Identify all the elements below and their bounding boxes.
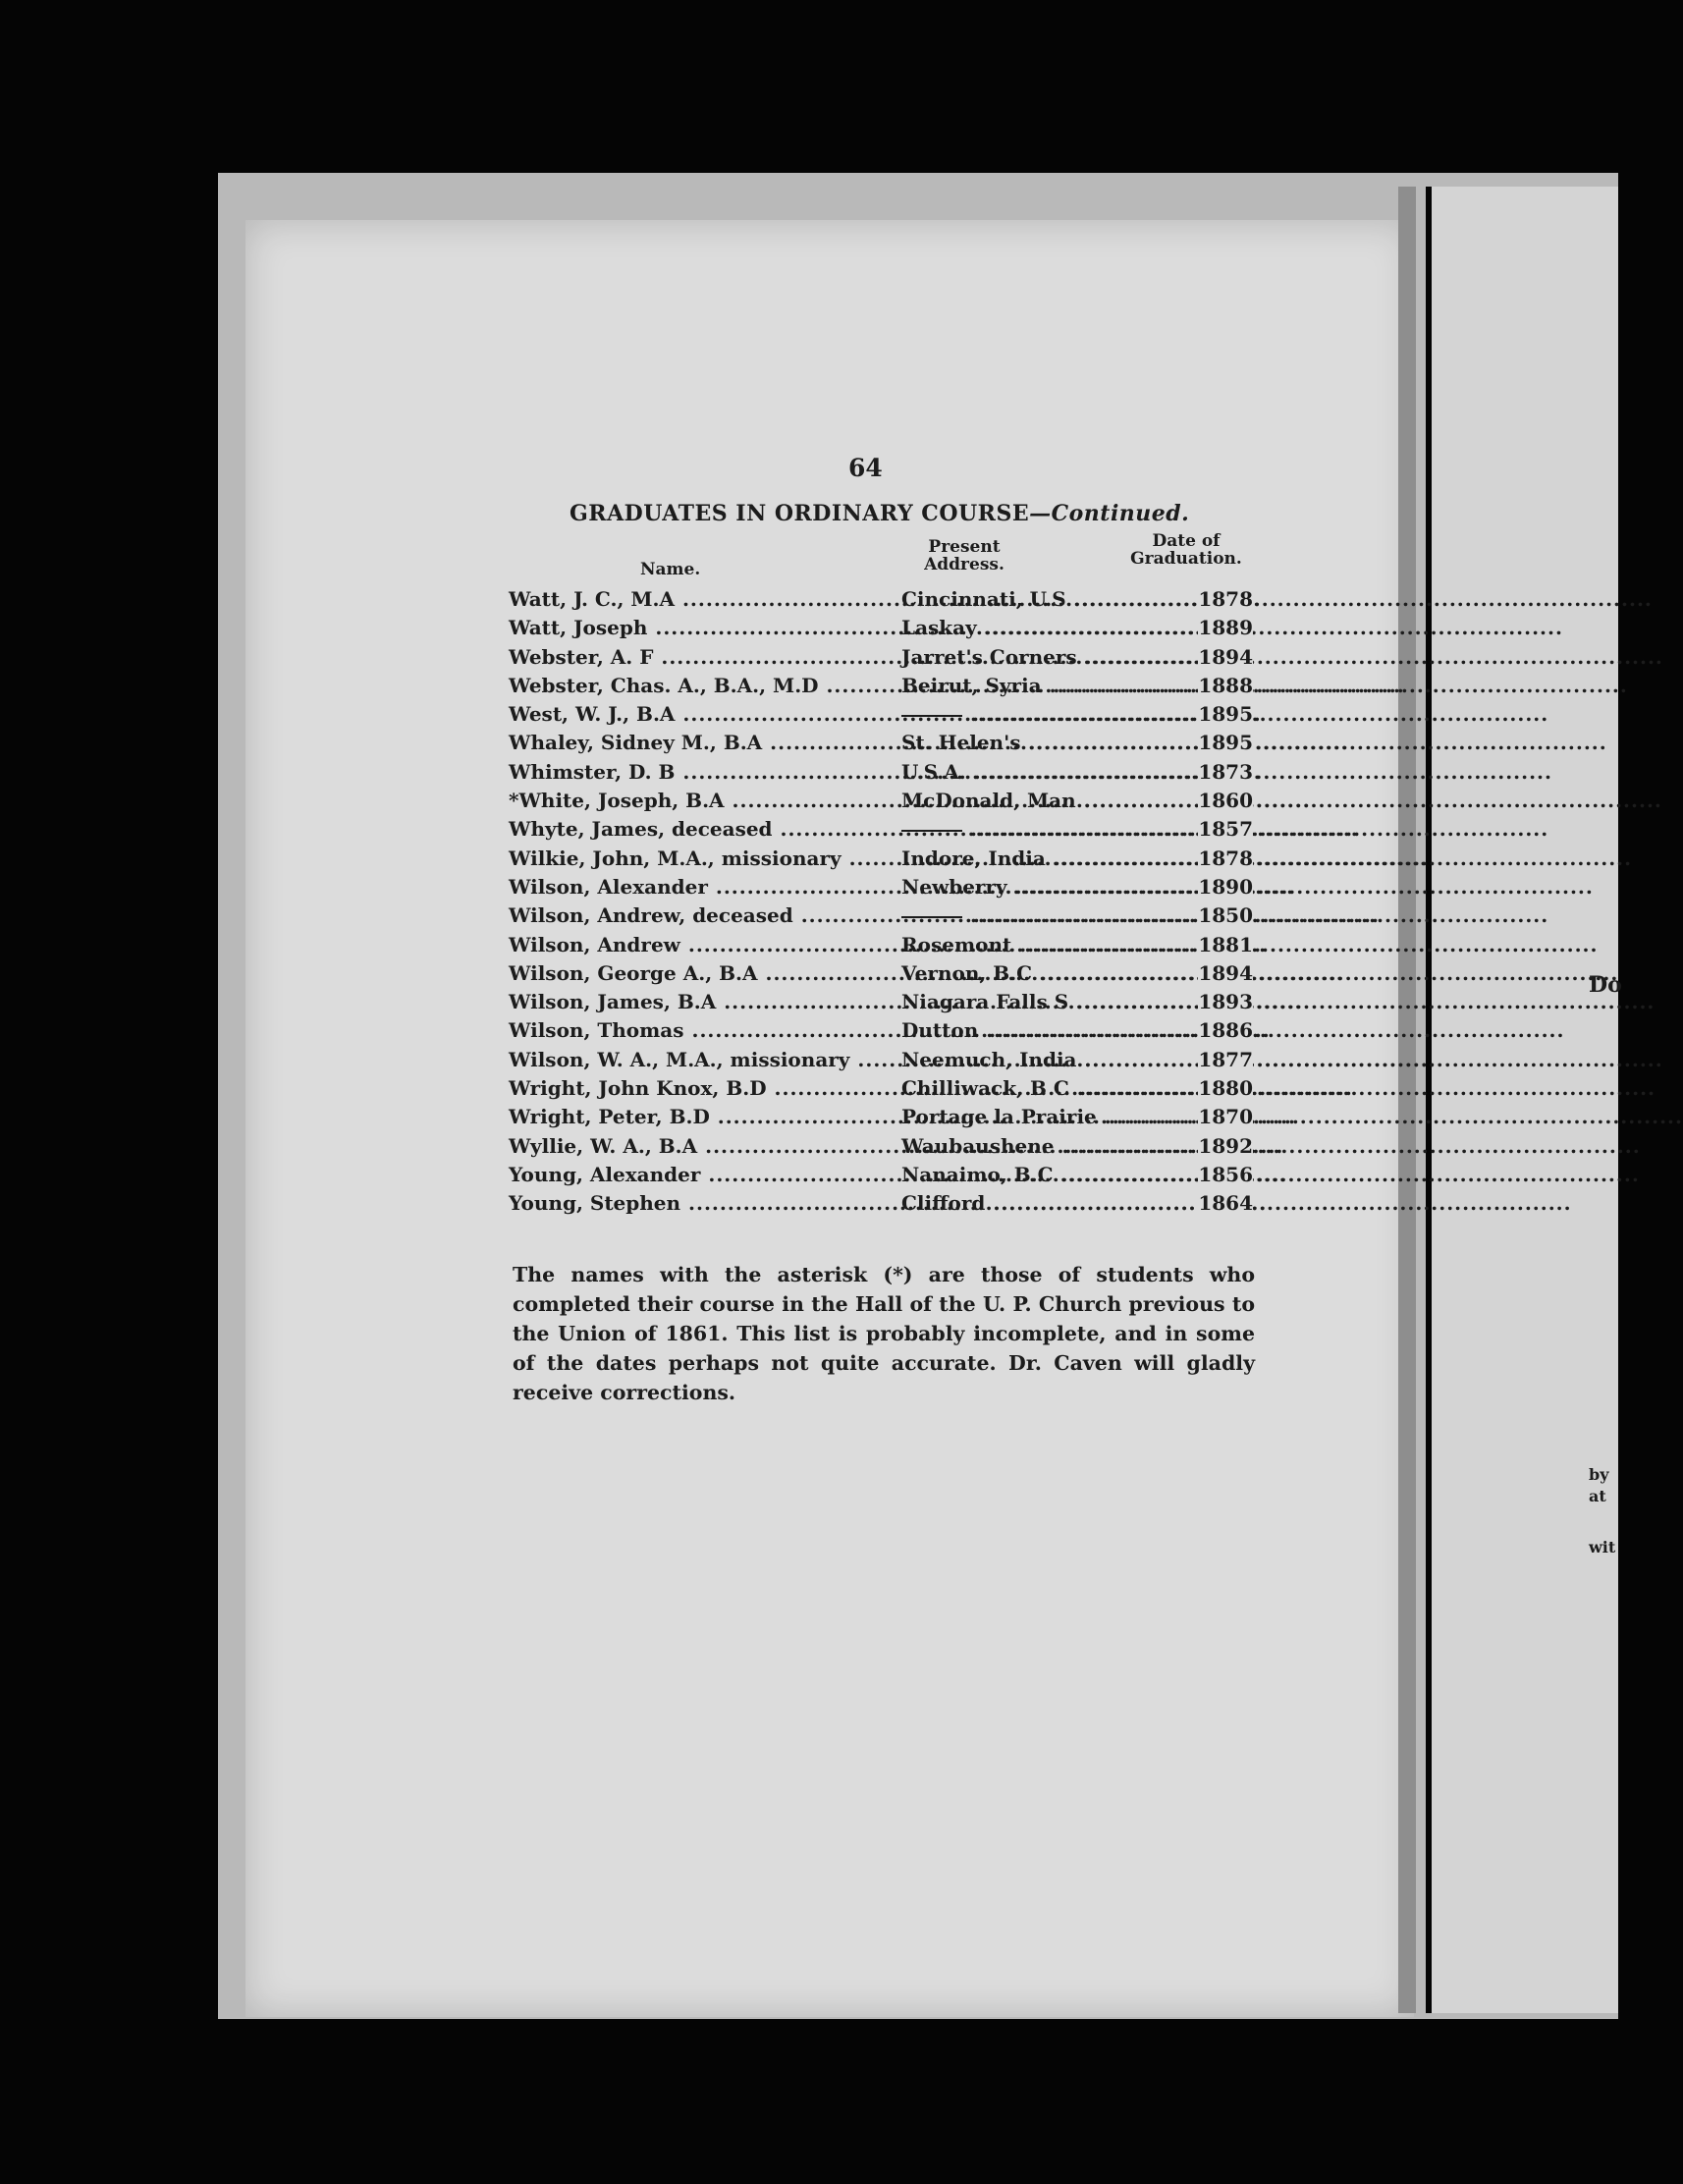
graduate-row (509, 585, 1255, 614)
graduate-address: Laskay ..... (901, 614, 1196, 642)
graduate-year: 1860 (1198, 787, 1253, 815)
page-number: 64 (848, 454, 883, 482)
graduate-address: Portage la Prairie ..... (901, 1103, 1196, 1131)
graduate-year: 1878 (1198, 845, 1253, 873)
graduate-year: 1893 (1198, 988, 1253, 1016)
graduate-year: 1892 (1198, 1132, 1253, 1161)
graduate-year: 1870 (1198, 1103, 1253, 1131)
graduate-address: Chilliwack, B C ..... (901, 1074, 1196, 1103)
graduate-year: 1864 (1198, 1189, 1253, 1218)
graduate-row (509, 729, 1255, 757)
heading-suffix: —Continued. (1029, 501, 1190, 526)
graduate-year: 1881 (1198, 931, 1253, 959)
graduate-address: Vernon, B.C ..... (901, 959, 1196, 988)
graduate-name: Whimster, D. B ..... (509, 758, 888, 787)
column-header-name: Name. (640, 560, 701, 579)
graduate-year: 1894 (1198, 643, 1253, 672)
footnote-paragraph: The names with the asterisk (*) are those of students who completed their course in the Hall of the U. P. Church previous to the Union of 1861. This list is probably incomplete, and in some of the dates perhaps not quite accurate. Dr. Caven will gladly receive corrections. (513, 1262, 1255, 1404)
graduate-list (509, 585, 1255, 1219)
graduate-row (509, 873, 1255, 901)
graduate-row (509, 672, 1255, 700)
graduate-year: 1894 (1198, 959, 1253, 988)
graduate-year: 1878 (1198, 585, 1253, 614)
graduate-name: Watt, J. C., M.A ..... (509, 585, 888, 614)
graduate-address: Newberry ..... (901, 873, 1196, 901)
graduate-row (509, 959, 1255, 988)
graduate-address: Neemuch, India ..... (901, 1046, 1196, 1074)
graduate-name: Whyte, James, deceased ..... (509, 815, 888, 844)
graduate-name: Wilson, W. A., M.A., missionary ..... (509, 1046, 888, 1074)
graduate-name: Webster, Chas. A., B.A., M.D ..... (509, 672, 888, 700)
graduate-name: Wilson, Andrew, deceased ..... (509, 901, 888, 930)
graduate-name: Wilson, Thomas ..... (509, 1016, 888, 1045)
graduate-address (901, 815, 1196, 844)
graduate-address (901, 901, 1196, 930)
graduate-name: Wright, John Knox, B.D ..... (509, 1074, 888, 1103)
graduate-name: Young, Alexander ..... (509, 1161, 888, 1189)
graduate-name: Young, Stephen ..... (509, 1189, 888, 1218)
graduate-year: 1856 (1198, 1161, 1253, 1189)
graduate-year: 1889 (1198, 614, 1253, 642)
graduate-row (509, 1074, 1255, 1103)
graduate-row (509, 787, 1255, 815)
graduate-row (509, 1016, 1255, 1045)
graduate-address: St. Helen's ..... (901, 729, 1196, 757)
address-dash (901, 830, 962, 832)
column-header-address-line: Address. (924, 555, 1004, 574)
graduate-year: 1850 (1198, 901, 1253, 930)
graduate-address: Cincinnati, U.S ..... (901, 585, 1196, 614)
graduate-row (509, 700, 1255, 729)
graduate-name: *White, Joseph, B.A ..... (509, 787, 888, 815)
graduate-name: Wilkie, John, M.A., missionary ..... (509, 845, 888, 873)
graduate-year: 1857 (1198, 815, 1253, 844)
graduate-row (509, 901, 1255, 930)
heading-text: GRADUATES IN ORDINARY COURSE (570, 501, 1030, 526)
graduate-year: 1895 (1198, 700, 1253, 729)
graduate-address: Niagara Falls S ..... (901, 988, 1196, 1016)
graduate-year: 1877 (1198, 1046, 1253, 1074)
graduate-name: Wyllie, W. A., B.A ..... (509, 1132, 888, 1161)
facing-page (1432, 187, 1622, 2013)
graduate-name: Wilson, Andrew ..... (509, 931, 888, 959)
facing-page-fragment: by (1589, 1465, 1609, 1484)
address-dash (901, 916, 962, 918)
graduate-row (509, 1132, 1255, 1161)
graduate-year: 1880 (1198, 1074, 1253, 1103)
graduate-address: Nanaimo, B.C ..... (901, 1161, 1196, 1189)
graduate-address: U.S.A. ..... (901, 758, 1196, 787)
graduate-year: 1890 (1198, 873, 1253, 901)
graduate-name: Wilson, James, B.A ..... (509, 988, 888, 1016)
graduate-address: Waubaushene ..... (901, 1132, 1196, 1161)
graduate-address: Indore, India ..... (901, 845, 1196, 873)
graduate-row (509, 1103, 1255, 1131)
graduate-year: 1895 (1198, 729, 1253, 757)
graduate-row (509, 988, 1255, 1016)
column-header-date-line: Graduation. (1130, 549, 1242, 569)
page-heading (570, 501, 1189, 526)
graduate-row (509, 1161, 1255, 1189)
graduate-name: Whaley, Sidney M., B.A ..... (509, 729, 888, 757)
graduate-name: Wilson, George A., B.A ..... (509, 959, 888, 988)
graduate-name: West, W. J., B.A ..... (509, 700, 888, 729)
graduate-name: Watt, Joseph ..... (509, 614, 888, 642)
graduate-year: 1873 (1198, 758, 1253, 787)
facing-page-fragment: at (1589, 1487, 1606, 1505)
graduate-row (509, 1046, 1255, 1074)
graduate-address: Beirut, Syria ..... (901, 672, 1196, 700)
graduate-year: 1886 (1198, 1016, 1253, 1045)
graduate-address: Rosemont ..... (901, 931, 1196, 959)
graduate-address: McDonald, Man ..... (901, 787, 1196, 815)
column-header-address-line: Present (928, 537, 1001, 557)
graduate-row (509, 643, 1255, 672)
graduate-row (509, 758, 1255, 787)
graduate-address: Clifford ..... (901, 1189, 1196, 1218)
graduate-row (509, 845, 1255, 873)
graduate-name: Wilson, Alexander ..... (509, 873, 888, 901)
graduate-year: 1888 (1198, 672, 1253, 700)
graduate-row (509, 931, 1255, 959)
graduate-address (901, 700, 1196, 729)
facing-page-fragment: Do (1589, 972, 1622, 998)
graduate-address: Jarret's Corners ..... (901, 643, 1196, 672)
column-header-date (1127, 532, 1245, 568)
graduate-address: Dutton ..... (901, 1016, 1196, 1045)
column-header-date-line: Date of (1152, 531, 1221, 551)
graduate-name: Webster, A. F ..... (509, 643, 888, 672)
graduate-name: Wright, Peter, B.D ..... (509, 1103, 888, 1131)
page-gutter (1398, 187, 1416, 2013)
graduate-row (509, 815, 1255, 844)
column-header-address (905, 538, 1023, 573)
address-dash (901, 715, 962, 717)
graduate-row (509, 614, 1255, 642)
graduate-row (509, 1189, 1255, 1218)
facing-page-fragment: wit (1589, 1538, 1616, 1556)
